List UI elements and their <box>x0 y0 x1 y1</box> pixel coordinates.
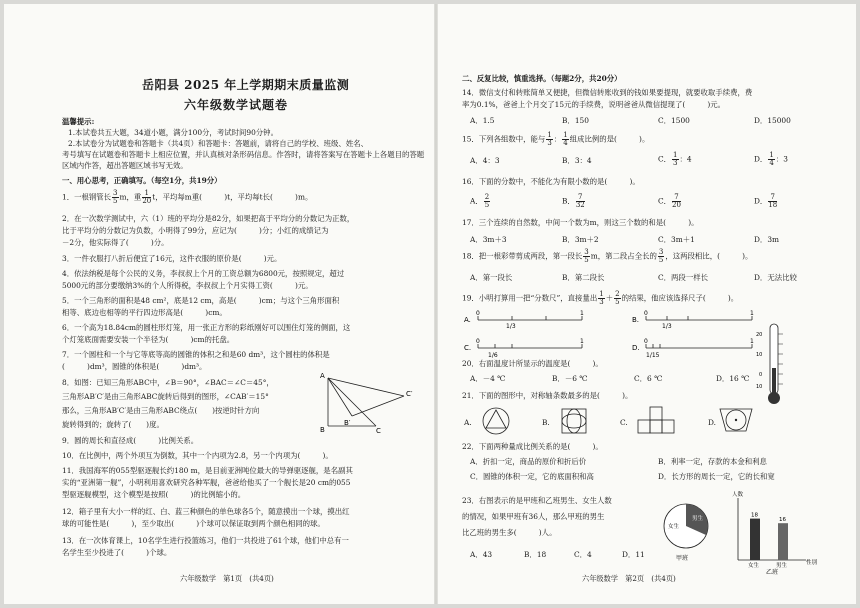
ruler-c-label: C. <box>464 344 472 352</box>
question-1: 1．一根钢管长 $\frac{3}{5}$ m，重 $\frac{1}{20}$ t，平均每m重( )t，平均每t长( )m。 <box>62 189 313 205</box>
question-19: 19．小明打算用一把“分数尺”，直接量出 $\frac{1}{3}$ ＋ $\frac{2}{5}$ 的结果，他应该选择尺子( )。 <box>462 290 739 306</box>
vertex-label: C′ <box>406 390 413 398</box>
symmetry-shapes <box>462 404 782 438</box>
bar-chart <box>726 490 824 576</box>
question-line: 7．一个圆柱和一个与它等底等高的圆锥的体积之和是60 dm³，这个圆柱的体积是 <box>62 350 330 359</box>
option-d: D． $\frac{1}{4}$ ：3 <box>754 151 788 167</box>
exam-title: 岳阳县 2025 年上学期期末质量监测 <box>142 78 350 92</box>
option-a: A． $\frac{2}{5}$ <box>470 193 490 209</box>
option-d: D. <box>708 418 717 427</box>
question-line: 22．下面两种量成比例关系的是( )。 <box>462 442 603 451</box>
section-heading: 二、反复比较，慎重选择。（每题2分，共20分） <box>462 74 622 83</box>
svg-text:0: 0 <box>476 310 480 317</box>
option-c: C．3m＋1 <box>658 235 695 244</box>
question-line: 3．一件衣服打八折后便宜了16元，这件衣服的原价是( )元。 <box>62 254 282 263</box>
option-d: D．11 <box>622 550 645 559</box>
question-8-line: 8．如图：已知三角形ABC中，∠B＝90°，∠BAC＝∠C＝45°， <box>62 378 274 387</box>
question-8-line: 三角形AB′C′是由三角形ABC旋转后得到的图形，∠CAB′＝15° <box>62 392 269 401</box>
option-a: A．1.5 <box>470 116 495 125</box>
svg-text:男生: 男生 <box>692 516 704 522</box>
triangle-rotation-figure <box>320 370 420 434</box>
question-line: 比于平均分的分数记为负数，小明得了99分，应记为( )分；小红的成绩记为 <box>62 226 329 235</box>
chart-caption: 乙班 <box>766 569 779 576</box>
question-line: 相等、底边也相等的平行四边形高是( )cm。 <box>62 308 227 317</box>
fraction: $\frac{3}{5}$ <box>113 189 118 205</box>
svg-text:0: 0 <box>476 338 480 345</box>
svg-text:甲班: 甲班 <box>676 555 689 562</box>
exam-subtitle: 六年级数学试题卷 <box>184 98 289 112</box>
question-line: 2．在一次数学测试中，六（1）班的平均分是82分，如果把高于平均分的分数记为正数， <box>62 214 355 223</box>
option-c: C．圆锥的体积一定，它的底面积和高 <box>470 472 594 481</box>
question-line: 23．右图表示的是甲班和乙班男生、女生人数 <box>462 496 612 505</box>
option-b: B．利率一定，存款的本金和利息 <box>658 457 767 466</box>
bar <box>750 519 760 560</box>
svg-text:女生: 女生 <box>668 524 680 530</box>
page-footer: 六年级数学 第2页 (共4页) <box>582 573 676 583</box>
question-line: 9．圆的周长和直径成( )比例关系。 <box>62 436 199 445</box>
option-a: A．43 <box>470 550 493 559</box>
svg-text:10: 10 <box>756 384 763 390</box>
svg-text:1/6: 1/6 <box>488 352 498 359</box>
tip-line: 1.本试卷共五大题，34道小题，满分100分，考试时间90分钟。 <box>68 128 278 137</box>
y-axis-label: 人数 <box>732 492 744 498</box>
tips-heading: 温馨提示: <box>62 117 95 126</box>
option-d: D．16 ℃ <box>716 374 750 383</box>
option-a: A. <box>464 418 472 427</box>
question-line: 的情况，如果甲班有36人，那么甲班的男生 <box>462 512 605 521</box>
question-line: 实的“亚洲第一舰”，小明利用喜欢研究各种军舰，爸爸给他买了一个舰长是20 cm的055 <box>62 478 351 487</box>
option-b: B．3：4 <box>562 156 592 165</box>
option-b: B． $\frac{7}{32}$ <box>562 193 585 209</box>
question-line: 17．三个连续的自然数，中间一个数为m，则这三个数的和是( )。 <box>462 218 699 227</box>
question-line: 比乙班的男生多( )人。 <box>462 528 557 537</box>
question-line: 名学生至少投进了( )个球。 <box>62 548 172 557</box>
svg-text:1: 1 <box>750 310 754 317</box>
question-line: 20．右面温度计所显示的温度是( )。 <box>462 359 603 368</box>
option-a: A．第一段长 <box>470 273 513 282</box>
svg-text:0: 0 <box>644 310 648 317</box>
pie-chart <box>658 498 718 564</box>
question-line: 14．微信支付和转账简单又便捷，但微信转账收到的钱如果要提现，就要收取手续费，费 <box>462 88 753 97</box>
option-c: C．两段一样长 <box>658 273 708 282</box>
question-line: 11．我国海军的055型驱逐舰长约180 m，是目前亚洲吨位最大的导弹驱逐舰，是名副其 <box>62 466 353 475</box>
question-line: 型驱逐舰模型，这个模型是按照( )的比例缩小的。 <box>62 490 246 499</box>
ruler-b-label: B. <box>632 316 640 324</box>
option-d: D．无法比较 <box>754 273 797 282</box>
tip-line: 2.本试卷分为试题卷和答题卡（共4页）和答题卡：答题前，请将自己的学校、班级、姓名、 <box>68 139 368 148</box>
option-b: B．150 <box>562 116 589 125</box>
option-a: A．－4 ℃ <box>470 374 506 383</box>
question-line: 12．箱子里有大小一样的红、白、蓝三种颜色的单色球各5个，随意摸出一个球，摸出红 <box>62 507 350 516</box>
question-18: 18．把一根彩带剪成两段，第一段长 $\frac{3}{5}$ m，第二段占全长的 $\frac{3}{5}$ ，这两段相比，( )。 <box>462 248 753 264</box>
option-b: B．第二段长 <box>562 273 605 282</box>
bar <box>778 523 788 560</box>
question-line: 率为0.1%，爸爸上个月交了15元的手续费，说明爸爸从微信提现了( )元。 <box>462 100 726 109</box>
option-c: C． $\frac{7}{20}$ <box>658 193 681 209</box>
svg-text:0: 0 <box>759 372 763 378</box>
fraction-rulers <box>462 308 762 362</box>
option-a: A．3m＋3 <box>470 235 507 244</box>
svg-text:1/3: 1/3 <box>506 323 516 330</box>
question-8-line: 旋转得到的；旋转了( )度。 <box>62 420 164 429</box>
tip-line: 区域内作答，超出答题区域书写无效。 <box>62 161 188 170</box>
option-c: C． $\frac{1}{3}$ ：4 <box>658 151 692 167</box>
thermometer-figure <box>756 322 796 408</box>
section-heading: 一、用心思考，正确填写。（每空1分，共19分） <box>62 176 222 185</box>
bar-value-label: 18 <box>751 512 758 519</box>
question-line: 10．在比例中，两个外项互为倒数，其中一个内项为2.8，另一个内项为( )。 <box>62 451 333 460</box>
option-d: D．长方形的周长一定，它的长和宽 <box>658 472 775 481</box>
page-footer: 六年级数学 第1页 (共4页) <box>180 573 274 583</box>
option-c: C．6 ℃ <box>634 374 663 383</box>
right-page <box>462 4 838 604</box>
question-line: ( )dm³，圆锥的体积是( )dm³。 <box>62 362 207 371</box>
left-page <box>62 4 425 604</box>
fraction: $\frac{1}{20}$ <box>142 189 152 205</box>
question-line: 16．下面的分数中，不能化为有限小数的是( )。 <box>462 177 640 186</box>
svg-text:1: 1 <box>750 338 754 345</box>
question-line: －2分，他实际得了( )分。 <box>62 238 169 247</box>
option-a: A．4：3 <box>470 156 500 165</box>
exam-sheet <box>4 4 856 604</box>
svg-text:1/15: 1/15 <box>646 352 660 359</box>
svg-text:1: 1 <box>580 338 584 345</box>
svg-text:1: 1 <box>580 310 584 317</box>
question-line: 5000元的部分要缴纳3%的个人所得税，李叔叔上个月实得工资( )元。 <box>62 281 313 290</box>
question-line: 5．一个三角形的面积是48 cm²，底是12 cm，高是( )cm；与这个三角形面积 <box>62 296 340 305</box>
option-c: C．1500 <box>658 116 690 125</box>
svg-text:10: 10 <box>756 352 763 358</box>
ruler-d-label: D. <box>632 344 640 352</box>
option-b: B．18 <box>524 550 547 559</box>
question-15: 15．下列各组数中，能与 $\frac{1}{3}$ ： $\frac{1}{4}$ 组成比例的是( )。 <box>462 131 650 147</box>
category-label: 男生 <box>776 563 788 569</box>
option-d: D．3m <box>754 235 780 244</box>
question-8-line: 那么，三角形AB′C′是由三角形ABC绕点( )按逆时针方向 <box>62 406 260 415</box>
question-line: 21．下面的图形中，对称轴条数最多的是( )。 <box>462 391 633 400</box>
x-axis-label: 性别 <box>806 560 818 566</box>
question-line: 球的可能性是( )，至少取出( )个球可以保证取到两个颜色相同的球。 <box>62 519 325 528</box>
svg-text:1/3: 1/3 <box>662 323 672 330</box>
question-line: 13．在一次体育课上，10名学生进行投篮练习，他们一共投进了61个球，他们中总有一 <box>62 536 349 545</box>
vertex-label: C <box>376 427 381 434</box>
ruler-a-label: A. <box>464 316 471 324</box>
bar-value-label: 16 <box>779 517 786 524</box>
option-b: B．3m＋2 <box>562 235 599 244</box>
option-a: A．折扣一定，商品的原价和折后价 <box>470 457 587 466</box>
option-b: B．－6 ℃ <box>552 374 588 383</box>
option-c: C．4 <box>574 550 592 559</box>
tip-line: 考号填写在试题卷和答题卡上相应位置，并认真核对条形码信息。作答时，请将答案写在答题卡上各题目的答题 <box>62 150 425 159</box>
category-label: 女生 <box>748 563 760 569</box>
question-line: 4．依法纳税是每个公民的义务，李叔叔上个月的工资总额为6800元，按照规定，超过 <box>62 269 345 278</box>
svg-text:20: 20 <box>756 332 763 338</box>
page-fold <box>434 4 438 604</box>
option-b: B. <box>542 418 550 427</box>
question-line: 6．一个高为18.84cm的圆柱形灯笼，用一张正方形的彩纸刚好可以围住灯笼的侧面，这 <box>62 323 351 332</box>
question-line: 个灯笼底面需要安装一个半径为( )cm的托盘。 <box>62 335 235 344</box>
vertex-label: A <box>320 372 325 380</box>
option-d: D．15000 <box>754 116 791 125</box>
vertex-label: B′ <box>344 419 351 427</box>
option-c: C. <box>620 418 628 427</box>
option-d: D． $\frac{7}{18}$ <box>754 193 778 209</box>
svg-text:0: 0 <box>644 338 648 345</box>
vertex-label: B <box>320 426 325 434</box>
